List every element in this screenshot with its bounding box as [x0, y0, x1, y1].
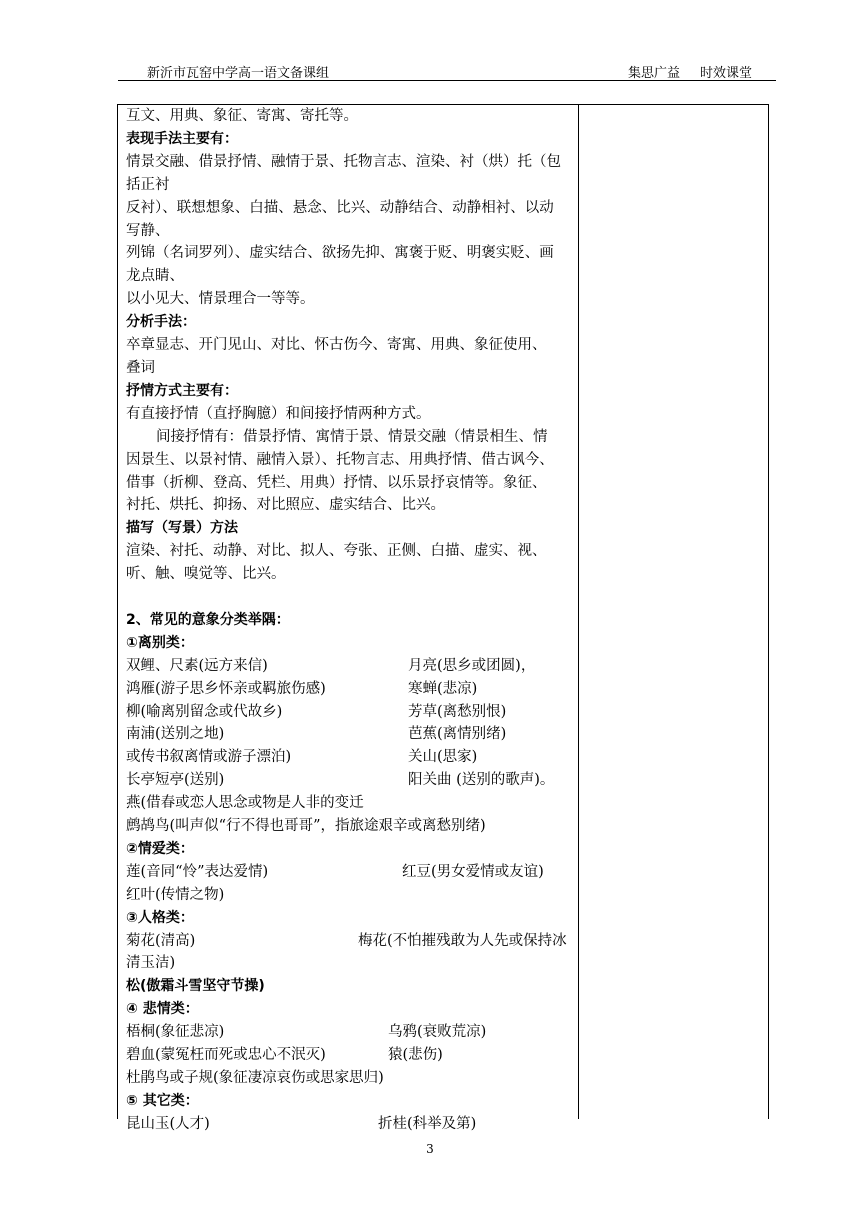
image-pair-row	[126, 769, 578, 792]
image-item: 昆山玉(人才)	[126, 1115, 210, 1132]
blank-line	[126, 586, 578, 609]
image-item: 菊花(清高)	[126, 932, 196, 949]
image-item: 梅花(不怕摧残敢为人先或保持冰	[358, 932, 567, 949]
image-item: 莲(音同“怜”表达爱情)	[126, 863, 269, 880]
text-line: 因景生、以景衬情、融情入景）、托物言志、用典抒情、借古讽今、	[126, 451, 554, 468]
image-pair-row	[126, 701, 578, 724]
image-item: 梧桐(象征悲凉)	[126, 1024, 225, 1041]
image-pair-row	[126, 1044, 578, 1067]
image-item: 折桂(科举及第)	[378, 1115, 477, 1132]
image-item: 柳(喻离别留念或代故乡)	[126, 703, 283, 720]
image-pair-row	[126, 746, 578, 769]
header-motto	[628, 62, 752, 81]
image-item: 红豆(男女爱情或友谊)	[402, 863, 544, 880]
column-divider	[578, 105, 579, 1119]
image-pair-row	[126, 678, 578, 701]
image-item: 长亭短亭(送别)	[126, 772, 225, 789]
header-title: 新沂市瓦窑中学高一语文备课组	[147, 66, 330, 81]
image-item: 或传书叙离情或游子漂泊)	[126, 749, 292, 766]
category-heading: ①离别类：	[126, 634, 194, 651]
image-item: 芭蕉(离情别绪)	[408, 726, 507, 743]
image-item: 南浦(送别之地)	[126, 726, 225, 743]
text-line: 渲染、衬托、动静、对比、拟人、夸张、正侧、白描、虚实、视、	[126, 543, 547, 560]
text-line: 互文、用典、象征、寄寓、寄托等。	[126, 108, 358, 124]
image-pair-row	[126, 723, 578, 746]
category-heading: ⑤ 其它类：	[126, 1092, 199, 1109]
text-line: 括正衬	[126, 176, 170, 193]
image-pair-row	[126, 1113, 578, 1136]
text-line: 听、触、嗅觉等、比兴。	[126, 566, 286, 583]
image-item: 双鲤、尺素(远方来信)	[126, 657, 268, 674]
text-line: 衬托、烘托、抑扬、对比照应、虚实结合、比兴。	[126, 497, 445, 514]
text-line: 以小见大、情景理合一等等。	[126, 291, 315, 308]
section-heading: 2、常见的意象分类举隅：	[126, 611, 290, 628]
header-motto-1: 集思广益	[627, 66, 680, 81]
section-heading: 表现手法主要有：	[126, 130, 238, 147]
text-line: 杜鹃鸟或子规(象征凄凉哀伤或思家思归)	[126, 1069, 384, 1086]
text-line: 有直接抒情（直抒胸臆）和间接抒情两种方式。	[126, 405, 431, 422]
text-line: 叠词	[126, 359, 155, 376]
image-pair-row	[126, 861, 578, 884]
image-pair-row	[126, 930, 578, 953]
image-item: 芳草(离愁别恨)	[408, 703, 507, 720]
image-item: 鸿雁(游子思乡怀亲或羁旅伤感)	[126, 680, 326, 697]
text-line-bold: 松(傲霜斗雪坚守节操)	[126, 978, 265, 995]
text-line: 情景交融、借景抒情、融情于景、托物言志、渲染、衬（烘）托（包	[126, 153, 561, 170]
section-heading: 描写（写景）方法	[126, 520, 238, 537]
image-item: 关山(思家)	[408, 749, 478, 766]
text-line: 清玉洁)	[126, 955, 176, 972]
image-item: 寒蝉(悲凉)	[408, 680, 478, 697]
header-rule	[118, 80, 776, 81]
text-line: 写静、	[126, 222, 170, 239]
image-item: 乌鸦(衰败荒凉)	[388, 1024, 487, 1041]
image-pair-row	[126, 1021, 578, 1044]
image-item: 月亮(思乡或团圆)，	[408, 657, 536, 674]
text-line: 鹧鸪鸟(叫声似“行不得也哥哥”，指旅途艰辛或离愁别绪)	[126, 817, 486, 834]
image-item: 阳关曲 (送别的歌声)。	[408, 772, 555, 789]
lesson-table	[117, 104, 769, 1132]
category-heading: ③人格类：	[126, 909, 194, 926]
page-number: 3	[426, 1142, 434, 1156]
image-item: 猿(悲伤)	[388, 1047, 443, 1063]
lesson-content	[126, 105, 578, 1136]
header-motto-2: 时效课堂	[699, 66, 752, 81]
image-item: 碧血(蒙冤枉而死或忠心不泯灭)	[126, 1047, 326, 1063]
section-heading: 抒情方式主要有：	[126, 382, 238, 399]
text-line: 反衬）、联想想象、白描、悬念、比兴、动静结合、动静相衬、以动	[126, 199, 554, 216]
text-line: 间接抒情有：借景抒情、寓情于景、情景交融（情景相生、情	[156, 428, 548, 445]
category-heading: ②情爱类：	[126, 840, 194, 857]
text-line: 红叶(传情之物)	[126, 886, 225, 903]
text-line: 列锦（名词罗列）、虚实结合、欲扬先抑、寓褒于贬、明褒实贬、画	[126, 245, 554, 262]
image-pair-row	[126, 655, 578, 678]
section-heading: 分析手法：	[126, 314, 196, 331]
text-line: 借事（折柳、登高、凭栏、用典）抒情、以乐景抒哀情等。象征、	[126, 474, 547, 491]
text-line: 卒章显志、开门见山、对比、怀古伤今、寄寓、用典、象征使用、	[126, 337, 547, 354]
text-line: 龙点睛、	[126, 268, 184, 285]
text-line: 燕(借春或恋人思念或物是人非的变迁	[126, 795, 364, 812]
category-heading: ④ 悲情类：	[126, 1001, 199, 1018]
